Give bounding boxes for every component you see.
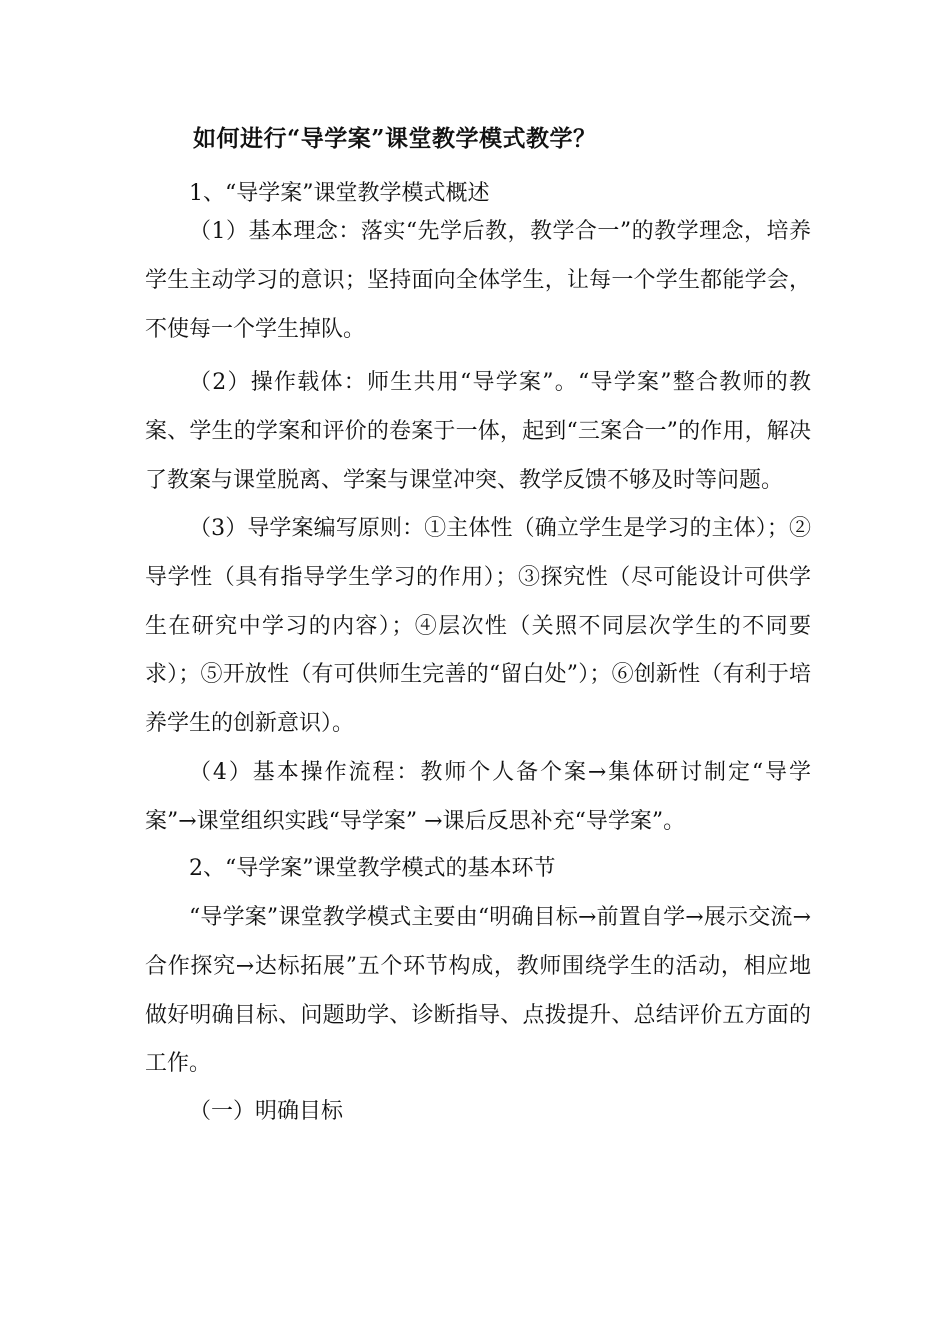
paragraph-operation-carrier: （2）操作载体：师生共用“导学案”。“导学案”整合教师的教案、学生的学案和评价的卷案于一体，起到“三案合一”的作用，解决了教案与课堂脱离、学案与课堂冲突、教学反馈不够及时等问题。: [145, 370, 811, 493]
paragraph-basic-concept: （1）基本理念：落实“先学后教，教学合一”的教学理念，培养学生主动学习的意识；坚持面向全体学生，让每一个学生都能学会，不使每一个学生掉队。: [145, 219, 811, 342]
section-2-heading: 2、“导学案”课堂教学模式的基本环节: [189, 856, 556, 881]
paragraph-basic-steps: “导学案”课堂教学模式主要由“明确目标→前置自学→展示交流→合作探究→达标拓展”五个环节构成，教师围绕学生的活动，相应地做好明确目标、问题助学、诊断指导、点拨提升、总结评价五方面的工作。: [145, 905, 811, 1077]
paragraph-writing-principles: （3）导学案编写原则：①主体性（确立学生是学习的主体）；②导学性（具有指导学生学习的作用）；③探究性（尽可能设计可供学生在研究中学习的内容）；④层次性（关照不同层次学生的不同要求）；⑤开放性（有可供师生完善的“留白处”）；⑥创新性（有利于培养学生的创新意识）。: [145, 516, 811, 737]
section-1-heading: 1、“导学案”课堂教学模式概述: [189, 181, 490, 206]
subsection-heading-clear-goals: （一）明确目标: [189, 1099, 344, 1124]
paragraph-operation-process: （4）基本操作流程：教师个人备个案→集体研讨制定“导学案”→课堂组织实践“导学案” →课后反思补充“导学案”。: [145, 760, 811, 834]
document-title: 如何进行“导学案”课堂教学模式教学？: [193, 125, 597, 152]
